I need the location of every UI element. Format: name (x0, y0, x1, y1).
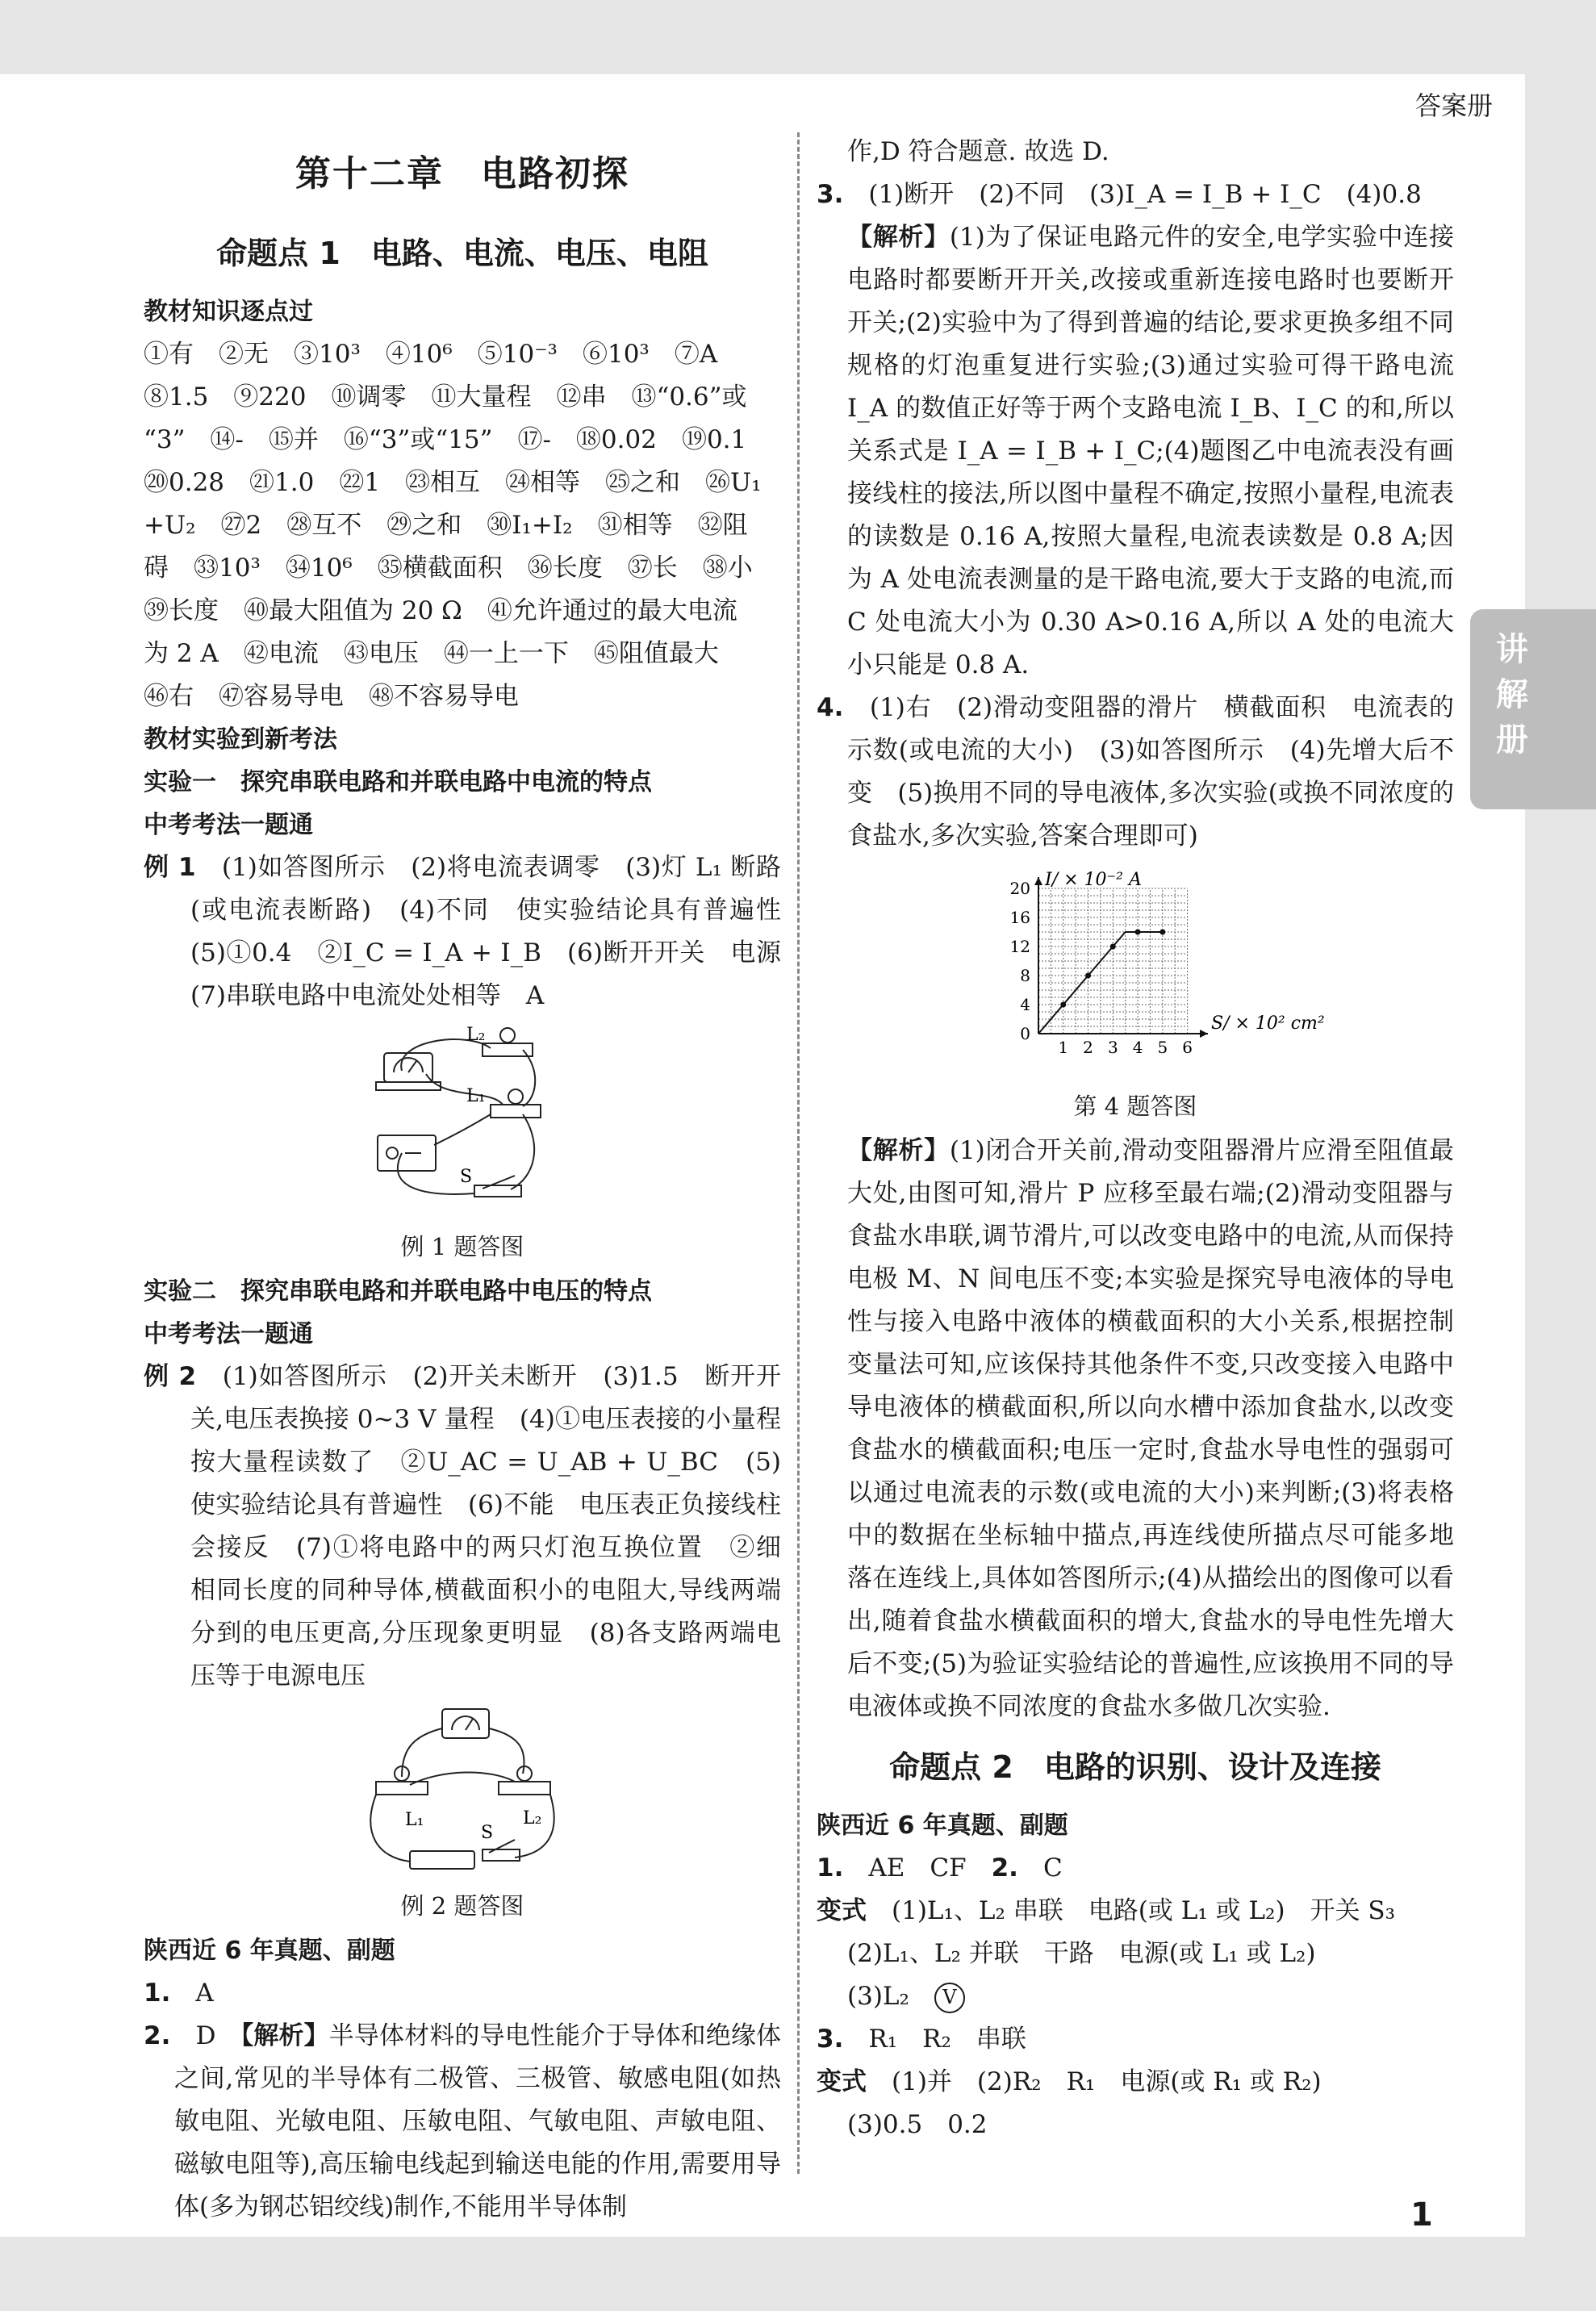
question-2-continuation: 作,D 符合题意. 故选 D. (847, 137, 1109, 166)
label-l1: L₁ (466, 1086, 486, 1106)
variant-1-line-2: (2)L₁、L₂ 并联 干路 电源(或 L₁ 或 L₂) (847, 1939, 1316, 1968)
question-2 (144, 2015, 781, 2229)
question-4-analysis-tag: 【解析】 (847, 1136, 950, 1165)
question-4-number: 4. (817, 693, 844, 722)
circuit-diagram-1 (370, 1024, 555, 1214)
heading-experiments: 教材实验到新考法 (144, 725, 337, 754)
question-3-analysis: (1)为了保证电路元件的安全,电学实验中连接电路时都要断开开关,改接或重新连接电路时也要断开开关;(2)实验中为了得到普遍的结论,要求更换多组不同规格的灯泡重复进行实验;(3)通过实验可得干路电流 I_A 的数值正好等于两个支路电流 I_B、I_C 的和,所以关系式是 I_A = I_B + I_C;(4)题图乙中电流表没有画接线柱的接法,所以图中量程不确定,按照小量程,电流表的读数是 0.16 A,按照大量程,电流表读数是 0.8 A;因为 A 处电流表测量的是干路电流,要大于支路的电流,而 C 处电流大小为 0.30 A>0.16 A,所以 A 处的电流大小只能是 0.8 A. (847, 223, 1455, 679)
bulb-icon-l2 (517, 1766, 532, 1781)
x-tick-label: 3 (1107, 1038, 1118, 1057)
question-1-answer: A (195, 1979, 214, 2008)
page-number: 1 (1410, 2196, 1433, 2234)
header-label: 答案册 (1414, 90, 1493, 121)
question-r3-number: 3. (817, 2025, 844, 2054)
question-4-answer: (1)右 (2)滑动变阻器的滑片 横截面积 电流表的示数(或电流的大小) (3)如答图所示 (4)先增大后不变 (5)换用不同的导电液体,多次实验(或换不同浓度的食盐水,多次实验,答案合理即可) (847, 693, 1455, 850)
example-1-label: 例 1 (144, 853, 196, 882)
question-2-analysis: 半导体材料的导电性能介于导体和绝缘体之间,常见的半导体有二极管、三极管、敏感电阻(如热敏电阻、光敏电阻、压敏电阻、气敏电阻、声敏电阻、磁敏电阻等),高压输电线起到输送电能的作用,需要用导体(多为钢芯铝绞线)制作,不能用半导体制 (174, 2021, 782, 2221)
switch-lever (483, 1176, 515, 1189)
variant-2-line-2: (3)0.5 0.2 (847, 2110, 988, 2139)
switch-base (483, 1849, 520, 1861)
side-tab[interactable] (1470, 609, 1596, 809)
question-r2-number: 2. (991, 1853, 1018, 1883)
lamp-base-l1 (376, 1782, 428, 1795)
data-point (1110, 944, 1116, 950)
label-l1: L₁ (405, 1810, 424, 1830)
x-tick-label: 6 (1182, 1038, 1193, 1057)
example-2-caption: 例 2 题答图 (400, 1892, 524, 1920)
side-tab-label: 讲解册 (1496, 631, 1528, 758)
question-4-analysis-block (817, 1130, 1454, 1728)
x-tick-label: 4 (1132, 1038, 1143, 1057)
page-sheet (0, 74, 1525, 2237)
example-2-text: (1)如答图所示 (2)开关未断开 (3)1.5 断开开关,电压表换接 0~3 V 量程 (4)①电压表接的小量程按大量程读数了 ②U_AC = U_AB + U_BC (5)使实验结论具有普遍性 (6)不能 电压表正负接线柱会接反 (7)①将电路中的两只灯泡互换位置 ②细 相同长度的同种导体,横截面积小的电阻大,导线两端分到的电压更高,分压现象更明显 (8)各支路两端电压等于电源电压 (190, 1362, 806, 1690)
variant-1-line-1: (1)L₁、L₂ 串联 电路(或 L₁ 或 L₂) 开关 S₃ (892, 1896, 1396, 1925)
variant-1-tag: 变式 (817, 1896, 867, 1925)
example-1-caption: 例 1 题答图 (400, 1233, 524, 1260)
lamp-base-l1 (491, 1105, 541, 1118)
question-2-number: 2. (144, 2021, 171, 2050)
terminal-icon (386, 1147, 398, 1159)
answer-line: +U₂ ㉗2 ㉘互不 ㉙之和 ㉚I₁+I₂ ㉛相等 ㉜阻 (144, 511, 748, 540)
question-3 (817, 173, 1454, 216)
heading-knowledge: 教材知识逐点过 (144, 298, 313, 326)
label-l2: L₂ (523, 1808, 542, 1828)
variant-1-line-3 (817, 1975, 1454, 2018)
meter-base (376, 1082, 441, 1090)
answer-line: ⑧1.5 ⑨220 ⑩调零 ⑪大量程 ⑫串 ⑬“0.6”或 (144, 382, 747, 412)
wire (434, 1114, 491, 1145)
question-4 (817, 687, 1454, 858)
circuit-diagram-2 (361, 1704, 563, 1874)
wire (489, 1728, 524, 1774)
data-point (1060, 1002, 1066, 1008)
section-2-title: 命题点 2 电路的识别、设计及连接 (889, 1749, 1381, 1785)
question-2-answer: D (195, 2021, 216, 2050)
answer-line: ㊻右 ㊼容易导电 ㊽不容易导电 (144, 682, 519, 711)
wire (370, 1795, 410, 1862)
bulb-icon-l1 (508, 1089, 523, 1104)
question-4-figure (817, 864, 1454, 1125)
battery-icon (410, 1851, 474, 1869)
question-4-analysis: (1)闭合开关前,滑动变阻器滑片应滑至阻值最大处,由图可知,滑片 P 应移至最右端;(2)滑动变阻器与食盐水串联,调节滑片,可以改变电路中的电流,从而保持电极 M、N 间电压不变;本实验是探究导电液体的导电性与接入电路中液体的横截面积的大小关系,根据控制变量法可知,应该保持其他条件不变,只改变接入电路中导电液体的横截面积,所以向水槽中添加食盐水,以改变食盐水的横截面积;电压一定时,食盐水导电性的强弱可以通过电流表的示数(或电流的大小)来判断;(3)将表格中的数据在坐标轴中描点,再连线使所描点尽可能多地落在连线上,具体如答图所示;(4)从描绘出的图像可以看出,随着食盐水横截面积的增大,食盐水的导电性先增大后不变;(5)为验证实验结论的普遍性,应该换用不同的导电液体或换不同浓度的食盐水多做几次实验. (847, 1136, 1455, 1721)
x-axis-arrow (1200, 1030, 1208, 1038)
answer-line: 碍 ㉝10³ ㉞10⁶ ㉟横截面积 ㊱长度 ㊲长 ㊳小 (144, 554, 753, 583)
heading-exam-2: 陕西近 6 年真题、副题 (817, 1812, 1068, 1840)
y-tick-label: 8 (1020, 966, 1030, 985)
question-r1 (817, 1847, 1454, 1890)
variant-2-tag: 变式 (817, 2067, 867, 2096)
meter-needle (466, 1719, 473, 1730)
x-tick-label: 1 (1058, 1038, 1069, 1057)
answer-line: ①有 ②无 ③10³ ④10⁶ ⑤10⁻³ ⑥10³ ⑦A (144, 340, 718, 369)
question-3-answer: (1)断开 (2)不同 (3)I_A = I_B + I_C (4)0.8 (868, 180, 1422, 209)
bulb-icon-l2 (500, 1028, 515, 1043)
column-divider (797, 132, 800, 2174)
chart-axes (1034, 877, 1208, 1038)
question-r2-answer: C (1042, 1853, 1063, 1883)
data-point (1085, 973, 1091, 979)
meter-dial (394, 1058, 423, 1072)
question-r1-answer: AE CF (868, 1853, 967, 1883)
question-4-caption: 第 4 题答图 (1073, 1093, 1197, 1120)
heading-exam-1: 陕西近 6 年真题、副题 (144, 1937, 395, 1965)
question-1 (144, 1972, 781, 2015)
example-2 (144, 1356, 806, 1698)
question-r3-answer: R₁ R₂ 串联 (868, 2025, 1026, 2054)
y-tick-label: 0 (1020, 1024, 1030, 1043)
meter-needle (408, 1061, 416, 1072)
heading-method-2: 中考考法一题通 (144, 1320, 313, 1348)
example-1-text: (1)如答图所示 (2)将电流表调零 (3)灯 L₁ 断路(或电流表断路) (4)不同 使实验结论具有普遍性 (5)①0.4 ②I_C = I_A + I_B (6)断开开关 电源 (7)串联电路中电流处处相等 A (190, 853, 806, 1010)
y-tick-label: 12 (1009, 937, 1030, 956)
chapter-title: 第十二章 电路初探 (295, 153, 629, 194)
example-2-figure (144, 1704, 781, 1924)
label-l2: L₂ (466, 1025, 486, 1045)
y-tick-label: 4 (1020, 995, 1030, 1014)
heading-method-1: 中考考法一题通 (144, 811, 313, 839)
variant-1-line-3-text: (3)L₂ (847, 1982, 909, 2011)
example-1 (144, 846, 806, 1018)
chart-grid (1038, 888, 1188, 1034)
data-point (1135, 930, 1141, 935)
label-switch: S (481, 1823, 494, 1843)
current-area-chart (966, 864, 1325, 1074)
right-column (817, 131, 1454, 2146)
meter-dial (452, 1716, 479, 1730)
answer-line: ⑳0.28 ㉑1.0 ㉒1 ㉓相互 ㉔相等 ㉕之和 ㉖U₁ (144, 468, 762, 497)
lamp-base-l2 (483, 1043, 533, 1056)
question-1-number: 1. (144, 1979, 171, 2008)
wire (511, 1114, 534, 1189)
x-tick-label: 2 (1083, 1038, 1093, 1057)
wire (523, 1050, 535, 1106)
example-1-figure (144, 1024, 781, 1265)
x-axis-label: S/ × 10² cm² (1211, 1013, 1325, 1034)
experiment-1-title: 实验一 探究串联电路和并联电路中电流的特点 (144, 768, 652, 796)
y-tick-label: 20 (1009, 879, 1030, 898)
question-2-analysis-tag: 【解析】 (240, 2021, 329, 2050)
section-1-title: 命题点 1 电路、电流、电压、电阻 (216, 236, 708, 271)
y-tick-label: 16 (1009, 908, 1030, 927)
data-point (1159, 930, 1165, 935)
y-axis-label: I/ × 10⁻² A (1045, 870, 1142, 890)
question-3-analysis-block (817, 216, 1454, 687)
question-3-analysis-tag: 【解析】 (847, 223, 950, 252)
answer-line: “3” ⑭- ⑮并 ⑯“3”或“15” ⑰- ⑱0.02 ⑲0.1 (144, 425, 747, 454)
voltmeter-icon (442, 1709, 489, 1738)
chart-series (1038, 930, 1165, 1034)
variant-2 (817, 2061, 1454, 2104)
example-2-label: 例 2 (144, 1362, 197, 1391)
x-tick-label: 5 (1157, 1038, 1168, 1057)
answer-list (144, 333, 781, 718)
voltmeter-symbol-icon: V (934, 1983, 965, 2013)
experiment-2-title: 实验二 探究串联电路和并联电路中电压的特点 (144, 1277, 652, 1306)
question-r3 (817, 2018, 1454, 2061)
variant-2-line-1: (1)并 (2)R₂ R₁ 电源(或 R₁ 或 R₂) (892, 2067, 1322, 2096)
y-axis-arrow (1034, 877, 1042, 885)
label-switch: S (460, 1167, 473, 1187)
lamp-base-l2 (499, 1782, 550, 1795)
answer-line: 为 2 A ㊷电流 ㊸电压 ㊹一上一下 ㊺阻值最大 (144, 639, 719, 668)
answer-line: ㊴长度 ㊵最大阻值为 20 Ω ㊶允许通过的最大电流 (144, 596, 737, 625)
question-r1-number: 1. (817, 1853, 844, 1883)
left-column (144, 131, 806, 2229)
variant-1 (817, 1890, 1454, 1933)
question-3-number: 3. (817, 180, 844, 209)
